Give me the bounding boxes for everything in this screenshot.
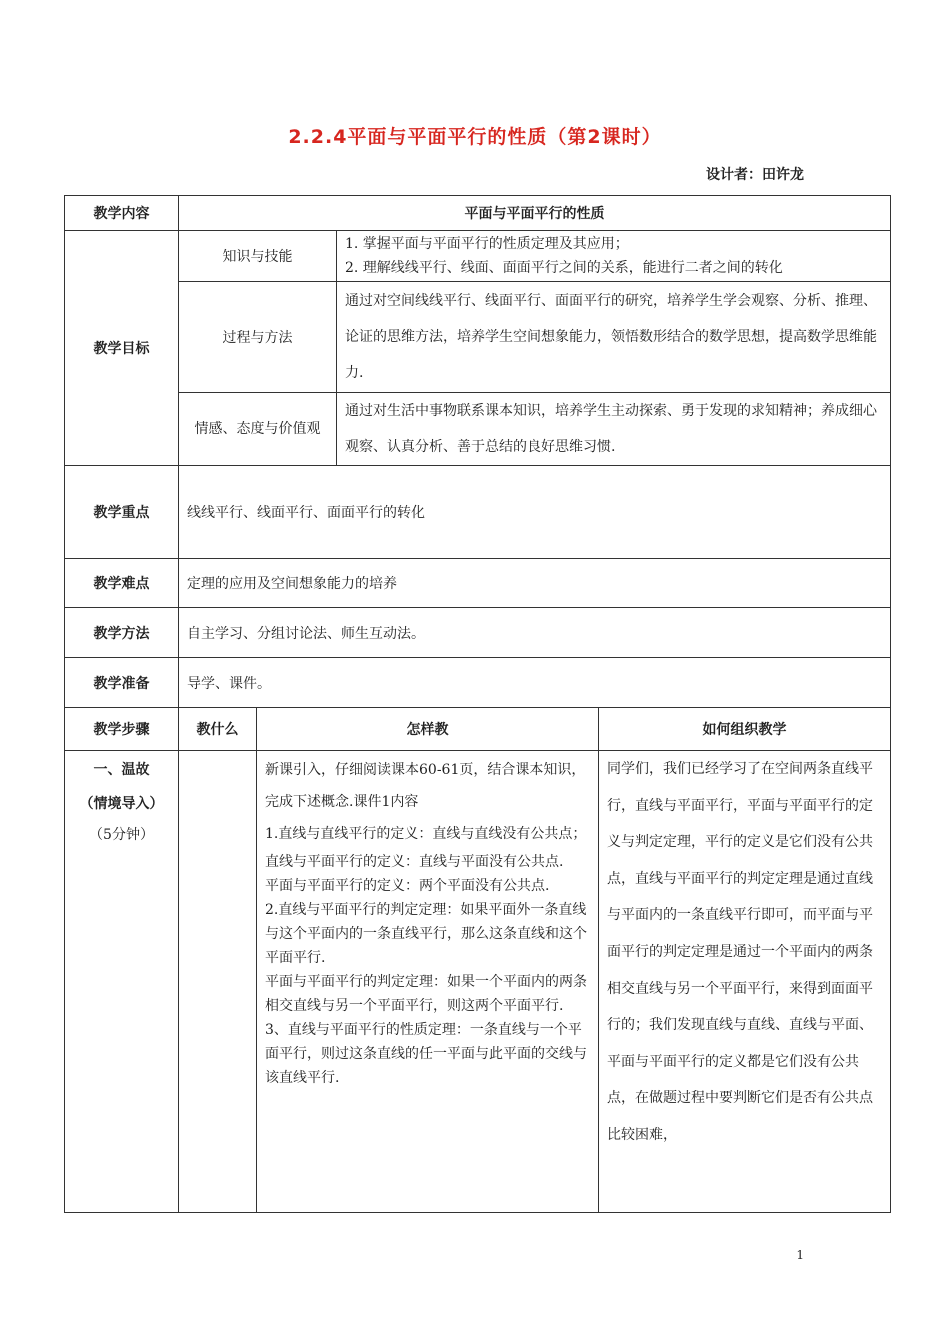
method-value: 自主学习、分组讨论法、师生互动法。 — [179, 608, 891, 658]
page-title: 2.2.4平面与平面平行的性质（第2课时） — [288, 126, 662, 148]
step1-time: （5分钟） — [89, 827, 154, 843]
step1-label-cell — [65, 751, 179, 1213]
header-step: 教学步骤 — [65, 708, 179, 751]
how-paragraph: 1.直线与直线平行的定义：直线与直线没有公共点； — [265, 826, 587, 842]
row-key-point — [65, 466, 891, 559]
row-steps-header — [65, 708, 891, 751]
objective-name-process: 过程与方法 — [179, 282, 337, 393]
step1-what — [179, 751, 257, 1213]
row-label-difficulty: 教学难点 — [65, 559, 179, 608]
row-preparation — [65, 658, 891, 708]
how-paragraph: 3、直线与平面平行的性质定理：一条直线与一个平面平行，则过这条直线的任一平面与此平面的交线与该直线平行. — [265, 1022, 587, 1086]
content-value: 平面与平面平行的性质 — [179, 196, 891, 231]
header-how: 怎样教 — [257, 708, 599, 751]
how-paragraph: 直线与平面平行的定义：直线与平面没有公共点. — [265, 854, 564, 870]
row-objective-attitude — [65, 393, 891, 466]
row-objective-knowledge — [65, 231, 891, 282]
step1-subtitle: （情境导入） — [79, 796, 164, 812]
preparation-value: 导学、课件。 — [179, 658, 891, 708]
row-objective-process — [65, 282, 891, 393]
objective-line: 1. 掌握平面与平面平行的性质定理及其应用； — [345, 236, 629, 252]
page-number: 1 — [796, 1248, 804, 1262]
row-method — [65, 608, 891, 658]
objective-text-attitude: 通过对生活中事物联系课本知识，培养学生主动探索、勇于发现的求知精神；养成细心观察、认真分析、善于总结的良好思维习惯. — [337, 393, 891, 466]
step1-how — [257, 751, 599, 1213]
objective-text-process: 通过对空间线线平行、线面平行、面面平行的研究，培养学生学会观察、分析、推理、论证的思维方法，培养学生空间想象能力，领悟数形结合的数学思想，提高数学思维能力. — [337, 282, 891, 393]
row-label-method: 教学方法 — [65, 608, 179, 658]
how-paragraph: 新课引入，仔细阅读课本60-61页，结合课本知识，完成下述概念.课件1内容 — [265, 762, 586, 810]
row-label-key-point: 教学重点 — [65, 466, 179, 559]
step1-title: 一、温故 — [93, 762, 150, 778]
header-what: 教什么 — [179, 708, 257, 751]
how-paragraph: 平面与平面平行的定义：两个平面没有公共点. — [265, 878, 550, 894]
row-difficulty — [65, 559, 891, 608]
row-content — [65, 196, 891, 231]
key-point-value: 线线平行、线面平行、面面平行的转化 — [179, 466, 891, 559]
step1-organize: 同学们，我们已经学习了在空间两条直线平行，直线与平面平行，平面与平面平行的定义与判定定理，平行的定义是它们没有公共点，直线与平面平行的判定定理是通过直线与平面内的一条直线平行即可，而平面与平面平行的判定定理是通过一个平面内的两条相交直线与另一个平面平行，来得到面面平行的；我们发现直线与直线、直线与平面、平面与平面平行的定义都是它们没有公共点，在做题过程中要判断它们是否有公共点比较困难， — [599, 751, 891, 1213]
designer-label: 设计者：田许龙 — [706, 167, 804, 183]
objective-name-knowledge: 知识与技能 — [179, 231, 337, 282]
lesson-plan-table — [64, 195, 891, 1213]
how-paragraph: 2.直线与平面平行的判定定理：如果平面外一条直线与这个平面内的一条直线平行，那么这条直线和这个平面平行. — [265, 902, 587, 966]
objective-line: 2. 理解线线平行、线面、面面平行之间的关系，能进行二者之间的转化 — [345, 260, 783, 276]
row-label-preparation: 教学准备 — [65, 658, 179, 708]
difficulty-value: 定理的应用及空间想象能力的培养 — [179, 559, 891, 608]
row-label-objectives: 教学目标 — [65, 231, 179, 466]
objective-name-attitude: 情感、态度与价值观 — [179, 393, 337, 466]
header-organize: 如何组织教学 — [599, 708, 891, 751]
row-step-1 — [65, 751, 891, 1213]
how-paragraph: 平面与平面平行的判定定理：如果一个平面内的两条相交直线与另一个平面平行，则这两个平面平行. — [265, 974, 587, 1014]
objective-text-knowledge — [337, 231, 891, 282]
row-label-content: 教学内容 — [65, 196, 179, 231]
